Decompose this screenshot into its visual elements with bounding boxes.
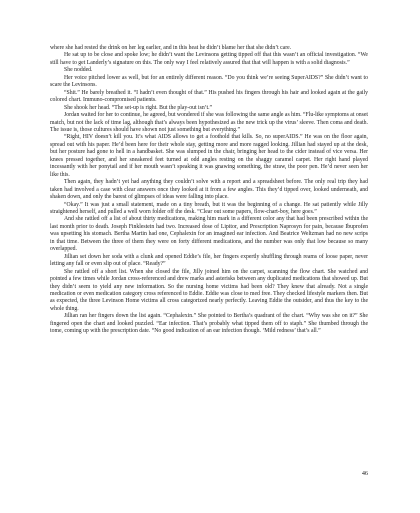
paragraph: “Shit.” He barely breathed it. “I hadn’t even thought of that.” His pushed his fingers through his hair and looked again at the gaily colored chart. Immuno-compromised patients. [50, 89, 368, 104]
paragraph: And she rattled off a list of about thirty medications, making him mark in a different color any that had been prescribed within the last month prior to death. Joseph Finklestein had two. Increased dose of Lipitor, and Prescription Naprosyn for pain, because Ibuprofen was upsetting his stomach. Bertha Martin had one, Cephalexin for an imagined ear infection. And Beatrice Weltzman had no new scrips in that time. Between the three of them they were on forty different medications, and the number was only that low because so many overlapped. [50, 216, 368, 253]
paragraph: Jillian ran her fingers down the list again. “Cephalexin.” She pointed to Bertha’s quadrant of the chart. “Why was she on it?” She fingered open the chart and looked puzzled. “Ear infection. That’s probably what tipped them off to staph.” She thumbed through the tome, coming up with the prescription date. “No good indication of an ear infection though. ‘Mild redness’ that’s all.” [50, 313, 368, 335]
paragraph: “Right, HIV doesn’t kill you. It’s what AIDS allows to get a foothold that kills. So, no superAIDS.” He was on the floor again, spread out with his paper. He’d been here for their whole stay, getting more and more ragged looking. Jillian had stayed up at the desk, but her posture had gone to hell in a handbasket. She was slumped in the chair, bringing her head to the cider instead of vice versa. Her knees pressed together, and her sneakered feet turned at odd angles resting on the shaggy caramel carpet. Her right hand played incessantly with her ponytail and if her mouth wasn’t speaking it was gnawing something, the straw, the poor pen. He’d never seen her like this. [50, 134, 368, 178]
paragraph: She nodded. [64, 67, 93, 74]
paragraph: “Okay.” It was just a small statement, made on a tiny breath, but it was the beginning of a change. He sat patiently while Jilly straightened herself, and pulled a well worn folder off the desk. “Clear out some papers, flow-chart-boy, here goes.” [50, 201, 368, 215]
body-text [50, 45, 368, 336]
paragraph: Her voice pitched lower as well, but for an entirely different reason. “Do you think we’re seeing SuperAIDS?” She didn’t want to scare the Levinsons. [50, 74, 368, 89]
paragraph: Jordan waited for her to continue, he agreed, but wondered if she was following the same angle as him. “Flu-like symptoms at onset match, but not the lack of time lag, although that’s always been hypothesized as the new trick up the virus’ sleeve. Then coma and death. The issue is, those cultures should have shown not just something but everything.” [50, 112, 368, 133]
paragraph: where she had rested the drink on her leg earlier, and in this heat he didn’t blame her that she didn’t care. [50, 45, 292, 51]
paragraph: He sat up to be close and spoke low; he didn’t want the Levinsons getting tipped off that this wasn’t an official investigation. “We still have to get Landerly’s signature on this. The only way I feel relatively assured that that will happen is with a solid diagnosis.” [50, 52, 368, 66]
paragraph: She shook her head. “The set-up is right. But the play-out isn’t.” [64, 104, 213, 111]
paragraph: She rattled off a short list. When she closed the file, Jilly joined him on the carpet, scanning the flow chart. She watched and pointed a few times while Jordan cross-referenced and drew marks and asterisks between any duplicated medications that showed up. But they didn’t seem to yield any new information. So the nursing home victims had been old? They knew that already. Not a single medication or even medication category cross referenced to Eddie. Eddie was close to med free. They checked lifestyle markers then. But as expected, the three Levinson Home victims all cross categorized nearly perfectly. Leaving Eddie the outsider, and thus the key to the whole thing. [50, 268, 368, 312]
paragraph: Then again, they hadn’t yet had anything they couldn’t solve with a report and a spreadsheet before. The only real trip they had taken had involved a case with clear answers once they looked at it from a few angles. This they’d tipped over, looked underneath, and shaken down, and only the barest of glimpses of ideas were falling into place. [50, 179, 368, 201]
paragraph: Jillian set down her soda with a clunk and opened Eddie’s file, her fingers expertly shuffling through reams of loose paper, never letting any fall or even slip out of place. “Ready?” [50, 253, 368, 268]
page-number: 46 [361, 470, 368, 477]
